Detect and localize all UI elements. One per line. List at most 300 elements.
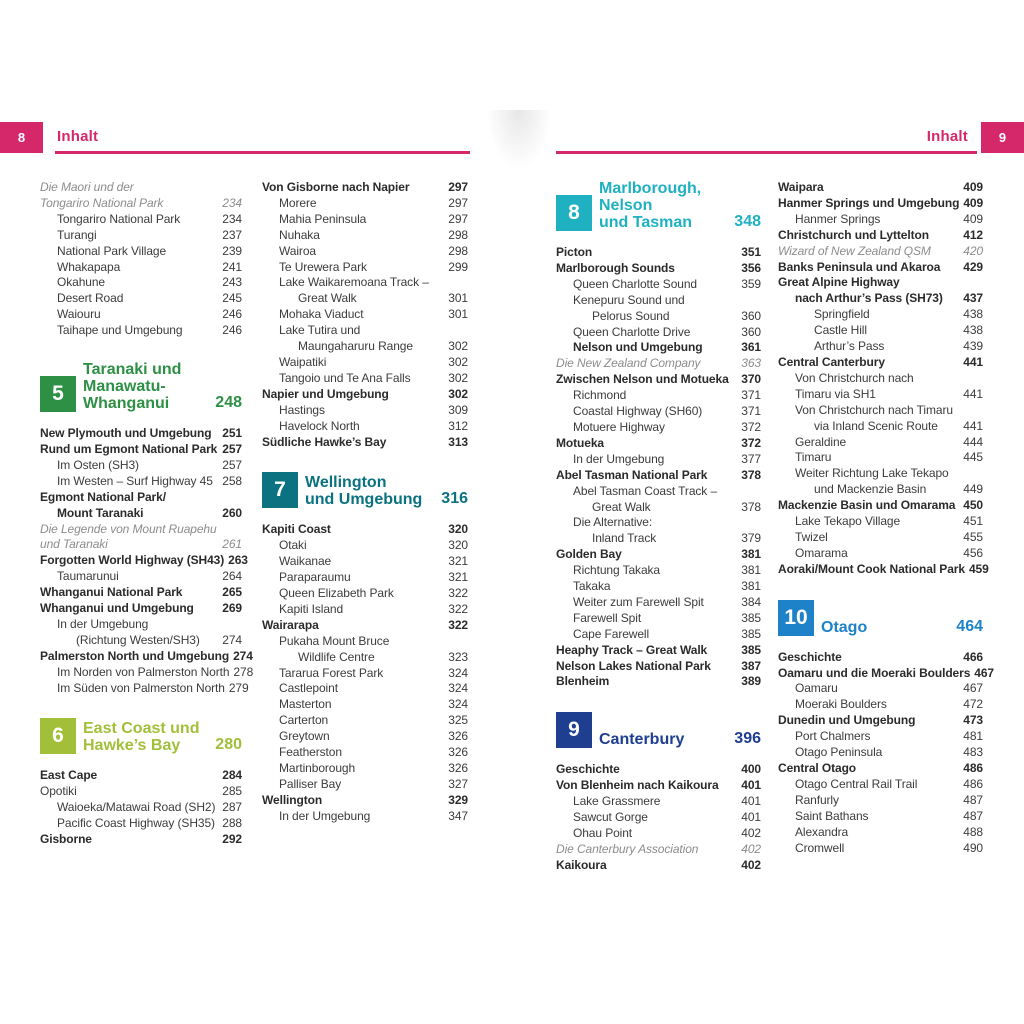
- toc-section-5: [40, 361, 242, 412]
- toc-entry-label: Morere: [279, 195, 317, 210]
- toc-entry-page: 487: [963, 792, 983, 807]
- toc-entry-page: 243: [222, 275, 242, 290]
- toc-entry-page: 370: [741, 372, 761, 387]
- toc-entry: [556, 762, 761, 778]
- toc-entry: [40, 784, 242, 800]
- toc-entry: [262, 697, 468, 713]
- toc-entry-page: 309: [448, 402, 468, 417]
- toc-entry-label: Im Süden von Palmerston North: [57, 680, 225, 695]
- toc-entry-page: 455: [963, 529, 983, 544]
- toc-column-right-1: [556, 180, 761, 874]
- toc-entry-page: 444: [963, 434, 983, 449]
- toc-entry-page: 265: [222, 585, 242, 600]
- toc-entry: [40, 816, 242, 832]
- toc-entry: [778, 825, 983, 841]
- toc-entry-page: 278: [233, 664, 254, 679]
- toc-entry: [40, 537, 242, 553]
- toc-entry-label: Central Canterbury: [778, 354, 885, 369]
- toc-entry-page: 326: [448, 729, 468, 744]
- toc-entry-label: Die New Zealand Company: [556, 356, 701, 371]
- toc-entry: [262, 713, 468, 729]
- toc-entry-page: 437: [963, 291, 983, 306]
- toc-entry: [778, 450, 983, 466]
- toc-entry: [778, 323, 983, 339]
- toc-entry-page: 257: [222, 457, 242, 472]
- section-page-number: 316: [441, 490, 468, 508]
- toc-entry-label: Gisborne: [40, 832, 92, 847]
- toc-entry-label: Central Otago: [778, 761, 857, 775]
- toc-entry-label: Palliser Bay: [279, 776, 342, 791]
- toc-entry: [778, 697, 983, 713]
- toc-entry: [262, 371, 468, 387]
- section-title: Canterbury: [599, 731, 685, 749]
- toc-entry-page: 322: [448, 586, 468, 601]
- toc-entry: [262, 761, 468, 777]
- toc-entry-page: 234: [222, 195, 242, 210]
- toc-entry: [40, 585, 242, 601]
- header-rule-right: [556, 151, 977, 154]
- toc-entry-label: Timaru via SH1: [795, 386, 876, 401]
- toc-entry-label: Mahia Peninsula: [279, 211, 367, 226]
- toc-entry-page: 473: [963, 713, 983, 728]
- toc-entry-label: Greytown: [279, 729, 330, 744]
- toc-entry-label: Taumarunui: [57, 569, 119, 584]
- toc-entry: [40, 212, 242, 228]
- toc-entry: [40, 228, 242, 244]
- toc-entry: [556, 627, 761, 643]
- toc-entry: [556, 579, 761, 595]
- toc-entry: [262, 435, 468, 451]
- toc-entry-label: Martinborough: [279, 761, 356, 775]
- toc-entry-page: 263: [228, 553, 248, 568]
- toc-entry: [556, 659, 761, 675]
- toc-entry: [262, 777, 468, 793]
- toc-entry: [556, 547, 761, 563]
- toc-entry-label: Christchurch und Lyttelton: [778, 227, 929, 242]
- toc-entry: [778, 466, 983, 482]
- toc-entry: [556, 500, 761, 516]
- toc-entry-page: 449: [963, 482, 983, 497]
- toc-entry: [40, 260, 242, 276]
- toc-entry-label: Whanganui National Park: [40, 585, 183, 600]
- toc-entry-page: 409: [963, 211, 983, 226]
- toc-entry-label: Richmond: [573, 388, 627, 403]
- toc-entry-label: Geschichte: [778, 649, 842, 664]
- toc-entry-label: In der Umgebung: [573, 451, 665, 466]
- toc-entry-page: 420: [963, 243, 983, 258]
- section-page-number: 280: [215, 736, 242, 754]
- toc-entry-page: 438: [963, 307, 983, 322]
- toc-entry-page: 409: [963, 195, 984, 210]
- toc-entry: [556, 611, 761, 627]
- toc-entry-page: 320: [448, 538, 468, 553]
- toc-entry-page: 302: [448, 339, 468, 354]
- toc-entry-label: Omarama: [795, 545, 848, 560]
- toc-entry-label: nach Arthur’s Pass (SH73): [795, 291, 943, 306]
- toc-entry-page: 381: [741, 563, 761, 578]
- toc-entry-label: Wizard of New Zealand QSM: [778, 243, 931, 258]
- toc-section-6: [40, 718, 242, 754]
- toc-entry-label: Alexandra: [795, 824, 849, 839]
- toc-entry-page: 451: [963, 514, 983, 529]
- toc-entry-label: Oamaru und die Moeraki Boulders: [778, 665, 971, 680]
- section-page-number: 396: [734, 730, 761, 748]
- toc-entry: [40, 244, 242, 260]
- toc-entry-label: Whakapapa: [57, 259, 121, 274]
- toc-entry-page: 372: [741, 419, 761, 434]
- toc-entry: [556, 245, 761, 261]
- toc-entry-page: 381: [741, 579, 761, 594]
- toc-entry: [556, 842, 761, 858]
- toc-entry-label: Takaka: [573, 579, 611, 594]
- toc-entry-label: Mohaka Viaduct: [279, 307, 364, 322]
- toc-entry-page: 313: [448, 434, 468, 449]
- toc-entry: [262, 355, 468, 371]
- toc-entry-page: 467: [974, 665, 995, 680]
- toc-entry-page: 466: [963, 649, 983, 664]
- toc-entry-page: 360: [741, 308, 761, 323]
- toc-entry: [40, 323, 242, 339]
- toc-entry: [262, 809, 468, 825]
- toc-entry-label: Wellington: [262, 792, 323, 807]
- toc-entry-label: Hanmer Springs: [795, 211, 881, 226]
- toc-entry-label: Pelorus Sound: [592, 308, 670, 323]
- toc-entry: [778, 777, 983, 793]
- toc-entry: [40, 474, 242, 490]
- toc-entry-label: Taihape und Umgebung: [57, 323, 183, 338]
- toc-entry-label: Te Urewera Park: [279, 259, 367, 274]
- toc-entry-label: Sawcut Gorge: [573, 810, 648, 825]
- toc-entry: [778, 275, 983, 291]
- toc-entry: [778, 339, 983, 355]
- toc-entry-label: Oamaru: [795, 681, 838, 696]
- page-number-tab-left: [0, 122, 43, 153]
- toc-entry: [778, 841, 983, 857]
- toc-entry-page: 441: [963, 386, 983, 401]
- toc-entry: [556, 420, 761, 436]
- header-title-right: Inhalt: [926, 128, 968, 145]
- toc-entry-label: Forgotten World Highway (SH43): [40, 553, 225, 568]
- toc-entry-label: Queen Charlotte Drive: [573, 324, 691, 339]
- toc-entry-page: 351: [741, 245, 761, 259]
- toc-entry: [556, 436, 761, 452]
- toc-entry-label: Otago Central Rail Trail: [795, 776, 918, 791]
- toc-entry-page: 385: [741, 642, 761, 657]
- toc-entry: [556, 309, 761, 325]
- toc-entry-page: 381: [741, 547, 761, 562]
- section-number-box: 5: [40, 376, 76, 412]
- section-title: Wellington und Umgebung: [305, 474, 423, 509]
- section-title: Otago: [821, 618, 868, 636]
- toc-entry-page: 322: [448, 601, 468, 616]
- toc-entry-page: 326: [448, 761, 468, 775]
- toc-entry-label: Picton: [556, 245, 593, 259]
- section-title: Marlborough, Nelson und Tasman: [599, 180, 702, 231]
- toc-entry: [556, 674, 761, 690]
- toc-section-9: [556, 712, 761, 748]
- section-page-number: 248: [215, 394, 242, 412]
- toc-entry-label: Motuere Highway: [573, 419, 665, 434]
- toc-entry-label: Waipara: [778, 180, 824, 194]
- toc-entry-label: Pacific Coast Highway (SH35): [57, 816, 215, 831]
- toc-entry: [778, 530, 983, 546]
- toc-entry-page: 324: [448, 665, 468, 680]
- toc-entry-label: Great Walk: [592, 499, 651, 514]
- toc-entry-page: 402: [741, 826, 761, 840]
- toc-entry-page: 441: [963, 354, 983, 369]
- toc-entry-label: Lake Grassmere: [573, 794, 661, 809]
- toc-entry: [778, 403, 983, 419]
- toc-entry-label: Nelson und Umgebung: [573, 340, 703, 355]
- toc-entry: [778, 809, 983, 825]
- toc-entry: [40, 442, 242, 458]
- section-page-number: 464: [956, 617, 983, 635]
- toc-entry: [778, 260, 983, 276]
- toc-entry-page: 245: [222, 291, 242, 306]
- toc-entry: [778, 212, 983, 228]
- toc-entry-page: 359: [741, 276, 761, 291]
- toc-entry: [40, 275, 242, 291]
- toc-entry-label: Von Blenheim nach Kaikoura: [556, 778, 719, 793]
- toc-entry-label: Featherston: [279, 745, 342, 760]
- toc-entry-label: Geschichte: [556, 762, 620, 777]
- toc-entry-page: 402: [741, 841, 761, 856]
- toc-entry-page: 292: [222, 832, 242, 847]
- toc-entry: [262, 554, 468, 570]
- toc-entry-page: 257: [222, 441, 242, 456]
- toc-entry-page: 488: [963, 824, 983, 839]
- toc-entry-label: Queen Elizabeth Park: [279, 586, 394, 601]
- toc-entry-label: Cape Farewell: [573, 626, 650, 641]
- toc-entry: [262, 180, 468, 196]
- toc-entry-label: Südliche Hawke’s Bay: [262, 434, 387, 449]
- toc-entry-label: und Taranaki: [40, 537, 108, 552]
- toc-entry-page: 284: [222, 768, 242, 783]
- toc-entry: [778, 387, 983, 403]
- toc-entry-page: 378: [741, 499, 761, 514]
- header-title-left: Inhalt: [57, 128, 99, 145]
- toc-entry-page: 299: [448, 259, 468, 274]
- section-title: Taranaki und Manawatu- Whanganui: [83, 361, 182, 413]
- toc-entry-label: Hanmer Springs und Umgebung: [778, 195, 960, 210]
- toc-entry-label: Die Alternative:: [573, 515, 653, 530]
- toc-entry: [262, 681, 468, 697]
- toc-entry: [778, 681, 983, 697]
- toc-entry-label: Great Alpine Highway: [778, 275, 900, 290]
- toc-entry: [262, 745, 468, 761]
- toc-entry-label: Tararua Forest Park: [279, 665, 384, 680]
- toc-entry-label: Farewell Spit: [573, 610, 642, 625]
- toc-entry-label: Die Maori und der: [40, 180, 134, 194]
- toc-entry-page: 402: [741, 857, 761, 872]
- toc-entry: [40, 617, 242, 633]
- toc-entry-page: 384: [741, 594, 761, 609]
- toc-entry-label: Waipatiki: [279, 354, 327, 369]
- toc-column-right-2: [778, 180, 995, 856]
- toc-entry: [262, 275, 468, 291]
- toc-entry-label: Castle Hill: [814, 323, 867, 338]
- toc-entry-page: 297: [448, 195, 468, 210]
- toc-entry-label: Timaru: [795, 450, 832, 465]
- toc-entry: [262, 729, 468, 745]
- toc-entry-page: 363: [741, 356, 761, 371]
- toc-entry: [262, 291, 468, 307]
- toc-entry: [262, 793, 468, 809]
- toc-entry: [262, 586, 468, 602]
- toc-entry-page: 378: [741, 467, 761, 482]
- toc-entry-page: 483: [963, 745, 983, 760]
- toc-entry-label: Kenepuru Sound und: [573, 292, 685, 307]
- toc-entry: [556, 858, 761, 874]
- toc-entry-label: National Park Village: [57, 243, 167, 258]
- toc-entry: [778, 419, 983, 435]
- toc-entry: [262, 618, 468, 634]
- toc-entry: [778, 546, 983, 562]
- toc-entry-page: 298: [448, 227, 468, 242]
- toc-entry-label: Kapiti Island: [279, 601, 344, 616]
- toc-entry-label: Napier und Umgebung: [262, 386, 389, 401]
- toc-entry-label: Von Gisborne nach Napier: [262, 180, 410, 194]
- section-number-box: 6: [40, 718, 76, 754]
- toc-entry-label: Im Osten (SH3): [57, 457, 139, 472]
- toc-entry: [262, 419, 468, 435]
- toc-entry: [778, 291, 983, 307]
- toc-entry-label: Hastings: [279, 402, 325, 417]
- toc-entry: [262, 307, 468, 323]
- toc-entry-label: Okahune: [57, 275, 106, 290]
- toc-entry-label: Pukaha Mount Bruce: [279, 633, 390, 648]
- toc-entry: [556, 277, 761, 293]
- toc-entry-label: Palmerston North und Umgebung: [40, 648, 230, 663]
- toc-entry: [262, 403, 468, 419]
- toc-entry-label: Waikanae: [279, 554, 332, 569]
- section-title: East Coast und Hawke’s Bay: [83, 720, 200, 755]
- toc-entry-label: Waioeka/Matawai Road (SH2): [57, 800, 216, 815]
- toc-column-left-1: [40, 180, 254, 848]
- toc-entry-page: 371: [741, 404, 761, 419]
- toc-entry: [556, 356, 761, 372]
- page-number-tab-right: [981, 122, 1024, 153]
- toc-entry-label: East Cape: [40, 768, 98, 783]
- toc-entry: [556, 595, 761, 611]
- toc-entry-page: 251: [222, 426, 242, 441]
- toc-entry-page: 269: [222, 601, 242, 616]
- toc-entry: [778, 435, 983, 451]
- toc-entry: [40, 768, 242, 784]
- toc-entry-page: 445: [963, 450, 983, 465]
- toc-entry-page: 246: [222, 323, 242, 338]
- toc-entry: [262, 244, 468, 260]
- toc-entry-label: Mackenzie Basin und Omarama: [778, 498, 956, 513]
- toc-entry-label: Wairoa: [279, 243, 316, 258]
- toc-entry: [778, 355, 983, 371]
- toc-entry-page: 320: [448, 522, 468, 537]
- toc-entry-page: 324: [448, 697, 468, 712]
- toc-entry: [556, 404, 761, 420]
- toc-entry-label: Im Norden von Palmerston North: [57, 664, 230, 679]
- toc-entry-page: 387: [741, 658, 761, 673]
- toc-entry: [778, 665, 995, 682]
- toc-section-7: [262, 472, 468, 508]
- toc-entry: [556, 563, 761, 579]
- toc-entry-page: 258: [222, 473, 242, 488]
- toc-entry-page: 301: [448, 291, 468, 306]
- toc-entry: [778, 307, 983, 323]
- toc-entry: [556, 468, 761, 484]
- toc-entry: [556, 515, 761, 531]
- toc-entry-label: und Mackenzie Basin: [814, 482, 927, 497]
- toc-entry: [778, 745, 983, 761]
- header-rule-left: [55, 151, 470, 154]
- toc-entry-label: Dunedin und Umgebung: [778, 713, 916, 728]
- toc-entry-label: Von Christchurch nach: [795, 370, 914, 385]
- toc-entry-page: 385: [741, 610, 761, 625]
- toc-entry-label: Tangoio und Te Ana Falls: [279, 370, 411, 385]
- toc-entry-label: Desert Road: [57, 291, 124, 306]
- toc-entry-label: Otago Peninsula: [795, 745, 883, 760]
- toc-entry: [778, 371, 983, 387]
- toc-entry: [40, 307, 242, 323]
- toc-entry-page: 260: [222, 505, 242, 520]
- toc-entry-page: 261: [222, 537, 242, 552]
- toc-entry: [40, 633, 242, 649]
- toc-entry-label: Springfield: [814, 307, 870, 322]
- toc-entry: [262, 602, 468, 618]
- toc-entry-label: Waiouru: [57, 307, 101, 322]
- toc-entry-page: 279: [228, 680, 249, 695]
- toc-entry-page: 321: [448, 554, 468, 569]
- toc-entry-label: via Inland Scenic Route: [814, 418, 938, 433]
- toc-entry-label: Lake Tekapo Village: [795, 514, 901, 529]
- toc-entry-page: 360: [741, 324, 761, 339]
- toc-entry-page: 321: [448, 570, 468, 585]
- toc-entry: [556, 325, 761, 341]
- toc-entry: [778, 180, 983, 196]
- toc-entry: [556, 643, 761, 659]
- toc-entry-label: Ohau Point: [573, 826, 633, 840]
- toc-entry: [778, 196, 983, 212]
- toc-entry-page: 288: [222, 816, 242, 831]
- toc-entry-page: 287: [222, 800, 242, 815]
- toc-entry: [778, 650, 983, 666]
- toc-entry-page: 487: [963, 808, 983, 823]
- toc-entry-page: 356: [741, 260, 761, 275]
- toc-entry-label: New Plymouth und Umgebung: [40, 426, 212, 441]
- toc-entry: [556, 794, 761, 810]
- toc-entry-label: Ranfurly: [795, 792, 839, 807]
- toc-entry-label: Great Walk: [298, 291, 357, 306]
- toc-entry: [262, 634, 468, 650]
- toc-entry-page: 456: [963, 545, 983, 560]
- toc-entry-page: 312: [448, 418, 468, 433]
- toc-entry-label: Weiter zum Farewell Spit: [573, 594, 704, 609]
- toc-entry: [778, 498, 983, 514]
- toc-entry-label: Tongariro National Park: [57, 211, 181, 226]
- toc-entry-label: Lake Waikaremoana Track –: [279, 275, 429, 290]
- toc-entry-page: 237: [222, 227, 242, 242]
- toc-entry-page: 401: [741, 810, 761, 825]
- toc-entry: [40, 832, 242, 848]
- toc-entry-page: 361: [741, 340, 761, 355]
- toc-entry-page: 302: [448, 370, 468, 385]
- toc-entry-page: 481: [963, 729, 983, 744]
- toc-entry-page: 401: [741, 794, 761, 809]
- toc-entry-label: Wildlife Centre: [298, 649, 375, 664]
- toc-entry: [778, 228, 983, 244]
- toc-entry: [40, 506, 242, 522]
- toc-entry: [556, 826, 761, 842]
- toc-entry: [40, 800, 242, 816]
